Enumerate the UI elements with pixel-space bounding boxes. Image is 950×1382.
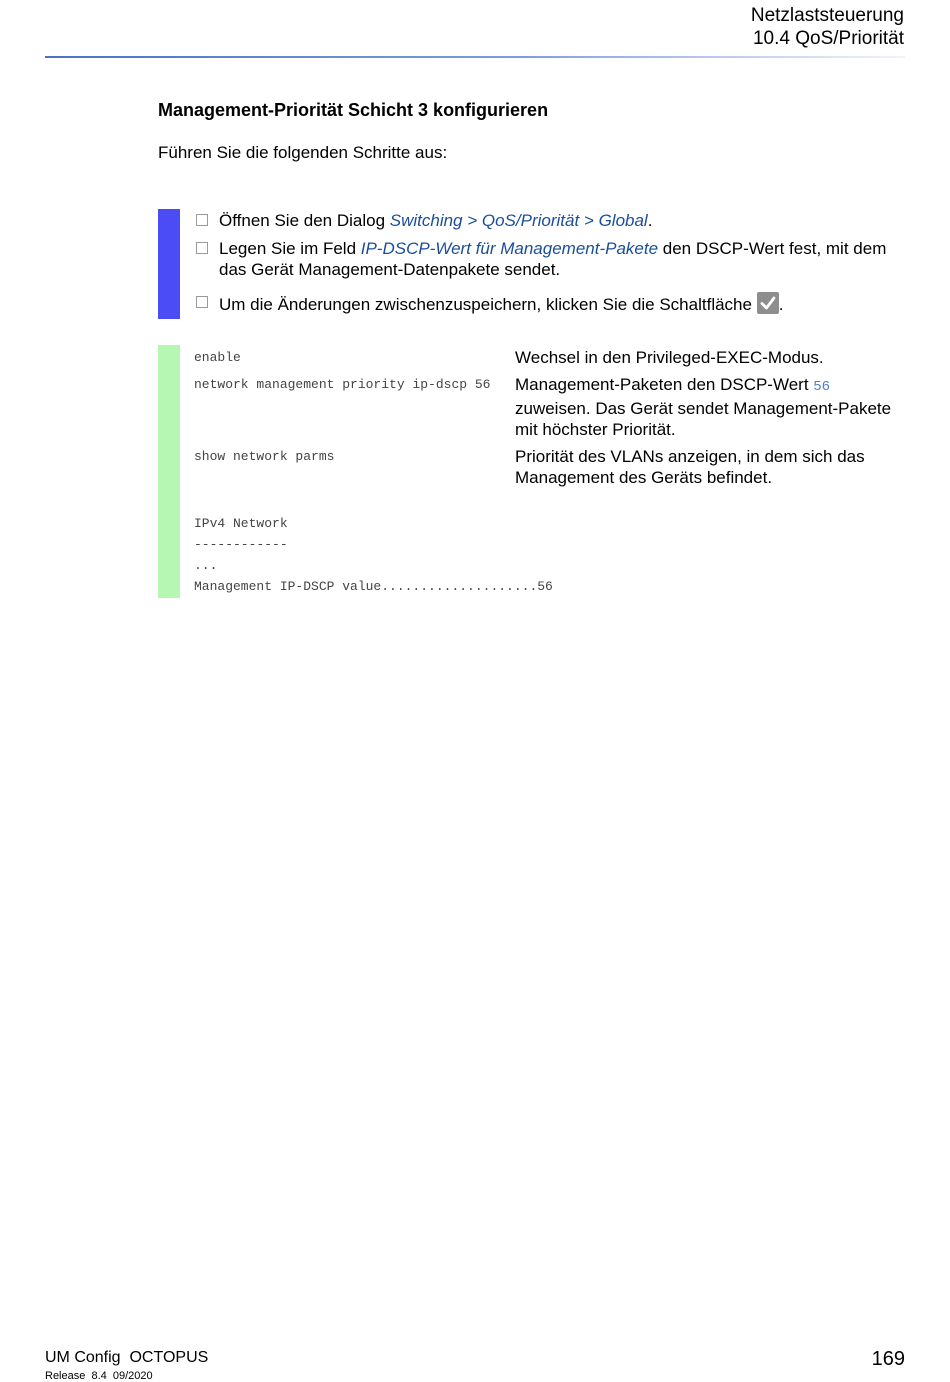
cli-command: show network parms [194, 449, 335, 464]
command-description: Wechsel in den Privileged-EXEC-Modus. [515, 348, 824, 367]
section-title: Management-Priorität Schicht 3 konfigurieren [158, 100, 549, 120]
dscp-value: 56 [813, 379, 831, 395]
step-text-end: . [647, 211, 653, 230]
command-description: Priorität des VLANs anzeigen, in dem sich das Management des Geräts befindet. [515, 447, 865, 487]
command-row [194, 374, 906, 440]
header-chapter: Netzlaststeuerung [750, 5, 904, 26]
output-line: ... [194, 558, 218, 573]
header-section: 10.4 QoS/Priorität [752, 28, 904, 49]
step-text: Legen Sie im Feld [219, 239, 361, 258]
cli-marker-bar [158, 345, 180, 598]
field-name-link[interactable]: IP-DSCP-Wert für Management-Pakete [360, 239, 659, 258]
description-text-end: zuweisen. Das Gerät sendet Management-Pakete mit höchster Priorität. [515, 399, 892, 439]
step-item [195, 292, 907, 315]
step-item [195, 210, 907, 231]
step-text: Um die Änderungen zwischenzuspeichern, klicken Sie die Schaltfläche [219, 295, 752, 314]
step-list [195, 210, 907, 322]
header-divider [45, 56, 905, 58]
footer-release: Release 8.4 09/2020 [45, 1370, 153, 1382]
step-checkbox[interactable] [196, 296, 208, 308]
step-checkbox[interactable] [196, 214, 208, 226]
step-text-end: . [778, 295, 784, 314]
dialog-path-link[interactable]: Switching > QoS/Priorität > Global [389, 211, 648, 230]
output-line: ------------ [194, 537, 288, 552]
intro-text: Führen Sie die folgenden Schritte aus: [158, 143, 448, 162]
cli-command-table [194, 347, 906, 488]
command-row [194, 446, 906, 488]
cli-command: enable [194, 350, 241, 365]
checkmark-save-icon [759, 294, 777, 312]
command-row [194, 347, 906, 368]
description-text: Management-Paketen den DSCP-Wert [515, 375, 814, 394]
step-checkbox[interactable] [196, 242, 208, 254]
output-line: IPv4 Network [194, 516, 288, 531]
step-text-end: den DSCP-Wert fest, mit dem das Gerät Management-Datenpakete sendet. [219, 239, 887, 279]
step-text: Öffnen Sie den Dialog [219, 211, 390, 230]
output-line: Management IP-DSCP value....................56 [194, 579, 553, 594]
footer-doc-title: UM Config OCTOPUS [45, 1349, 209, 1366]
step-item [195, 238, 907, 280]
cli-output [194, 513, 553, 597]
save-button[interactable] [757, 292, 779, 314]
page-number: 169 [871, 1348, 905, 1370]
running-header [751, 4, 904, 50]
cli-command: network management priority ip-dscp 56 [194, 377, 491, 392]
command-description [515, 374, 906, 440]
steps-marker-bar [158, 209, 180, 319]
